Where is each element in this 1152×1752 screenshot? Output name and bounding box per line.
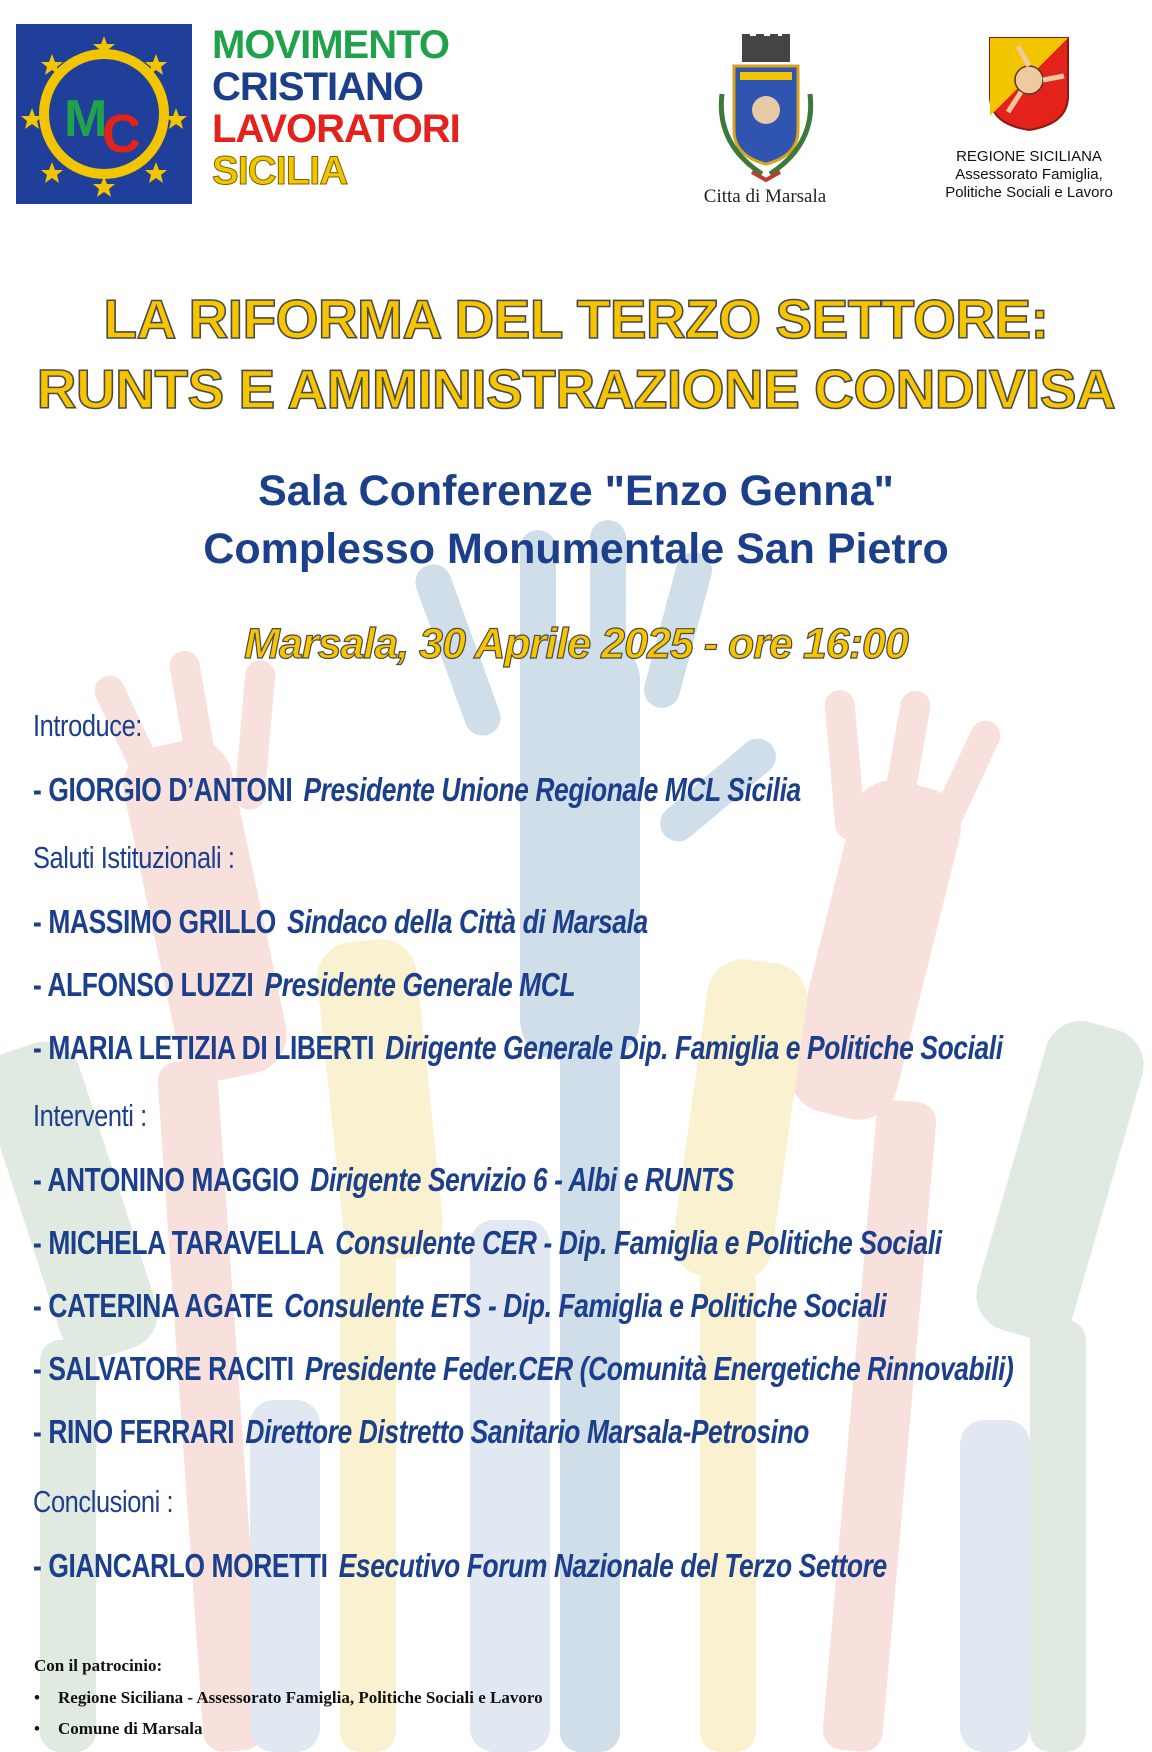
regione-line-2: Assessorato Famiglia, <box>955 166 1103 183</box>
speaker-role: Sindaco della Città di Marsala <box>287 903 648 940</box>
speaker-row <box>33 771 801 809</box>
saluti-label: Saluti Istituzionali : <box>33 840 235 875</box>
speaker-name: - MASSIMO GRILLO <box>33 903 276 940</box>
venue-line-2: Complesso Monumentale San Pietro <box>203 525 949 573</box>
sicilia-crest-icon <box>988 36 1070 132</box>
title-line-1: LA RIFORMA DEL TERZO SETTORE: <box>103 288 1049 350</box>
patronage-item-text: Comune di Marsala <box>58 1719 203 1738</box>
speaker-role: Esecutivo Forum Nazionale del Terzo Settore <box>338 1547 887 1584</box>
patronage-label: Con il patrocinio: <box>34 1656 163 1675</box>
conclusioni-label: Conclusioni : <box>33 1484 174 1519</box>
speaker-role: Direttore Distretto Sanitario Marsala-Petrosino <box>245 1413 809 1450</box>
speaker-role: Presidente Unione Regionale MCL Sicilia <box>303 771 801 808</box>
interventi-label: Interventi : <box>33 1098 147 1133</box>
marsala-crest-icon <box>712 34 820 184</box>
speaker-row <box>33 966 575 1004</box>
speaker-row <box>33 903 648 941</box>
speaker-role: Dirigente Generale Dip. Famiglia e Politiche Sociali <box>385 1029 1003 1066</box>
event-title <box>0 284 1152 424</box>
patronage-item <box>34 1682 543 1713</box>
mcl-line-2: CRISTIANO <box>212 65 423 109</box>
marsala-name: Citta di Marsala <box>703 186 827 207</box>
mcl-line-1: MOVIMENTO <box>212 23 449 67</box>
mcl-logo <box>16 24 192 204</box>
speaker-name: - SALVATORE RACITI <box>33 1350 294 1387</box>
speaker-name: - MARIA LETIZIA DI LIBERTI <box>33 1029 375 1066</box>
speaker-row <box>33 1161 734 1199</box>
speaker-role: Consulente CER - Dip. Famiglia e Politiche Sociali <box>335 1224 942 1261</box>
patronage-item <box>34 1713 543 1744</box>
speaker-name: - CATERINA AGATE <box>33 1287 273 1324</box>
speaker-name: - GIORGIO D’ANTONI <box>33 771 293 808</box>
speaker-row <box>33 1029 1003 1067</box>
title-line-2: RUNTS E AMMINISTRAZIONE CONDIVISA <box>36 358 1116 420</box>
speaker-role: Presidente Generale MCL <box>264 966 576 1003</box>
speaker-name: - ALFONSO LUZZI <box>33 966 254 1003</box>
speaker-row <box>33 1224 942 1262</box>
mcl-name <box>212 24 460 192</box>
speaker-row <box>33 1287 886 1325</box>
svg-text:C: C <box>102 104 141 164</box>
regione-siciliana-text <box>920 148 1138 202</box>
speaker-role: Consulente ETS - Dip. Famiglia e Politiche Sociali <box>284 1287 887 1324</box>
speaker-row <box>33 1547 887 1585</box>
regione-line-1: REGIONE SICILIANA <box>956 148 1102 165</box>
regione-line-3: Politiche Sociali e Lavoro <box>945 184 1113 201</box>
introduce-label: Introduce: <box>33 708 142 743</box>
speaker-row <box>33 1350 1013 1388</box>
mcl-line-3: LAVORATORI <box>212 107 460 151</box>
speaker-name: - MICHELA TARAVELLA <box>33 1224 325 1261</box>
svg-text:M: M <box>64 90 108 148</box>
venue-line-1: Sala Conferenze "Enzo Genna" <box>258 467 894 515</box>
venue <box>0 462 1152 578</box>
mcl-line-4: SICILIA <box>212 149 348 193</box>
speaker-role: Dirigente Servizio 6 - Albi e RUNTS <box>310 1161 734 1198</box>
speaker-row <box>33 1413 809 1451</box>
speaker-name: - GIANCARLO MORETTI <box>33 1547 328 1584</box>
patronage-item-text: Regione Siciliana - Assessorato Famiglia, Politiche Sociali e Lavoro <box>58 1688 543 1707</box>
speaker-name: - ANTONINO MAGGIO <box>33 1161 299 1198</box>
patronage-list <box>34 1682 543 1744</box>
speaker-role: Presidente Feder.CER (Comunità Energetiche Rinnovabili) <box>304 1350 1014 1387</box>
event-date: Marsala, 30 Aprile 2025 - ore 16:00 <box>244 620 908 668</box>
speaker-name: - RINO FERRARI <box>33 1413 235 1450</box>
